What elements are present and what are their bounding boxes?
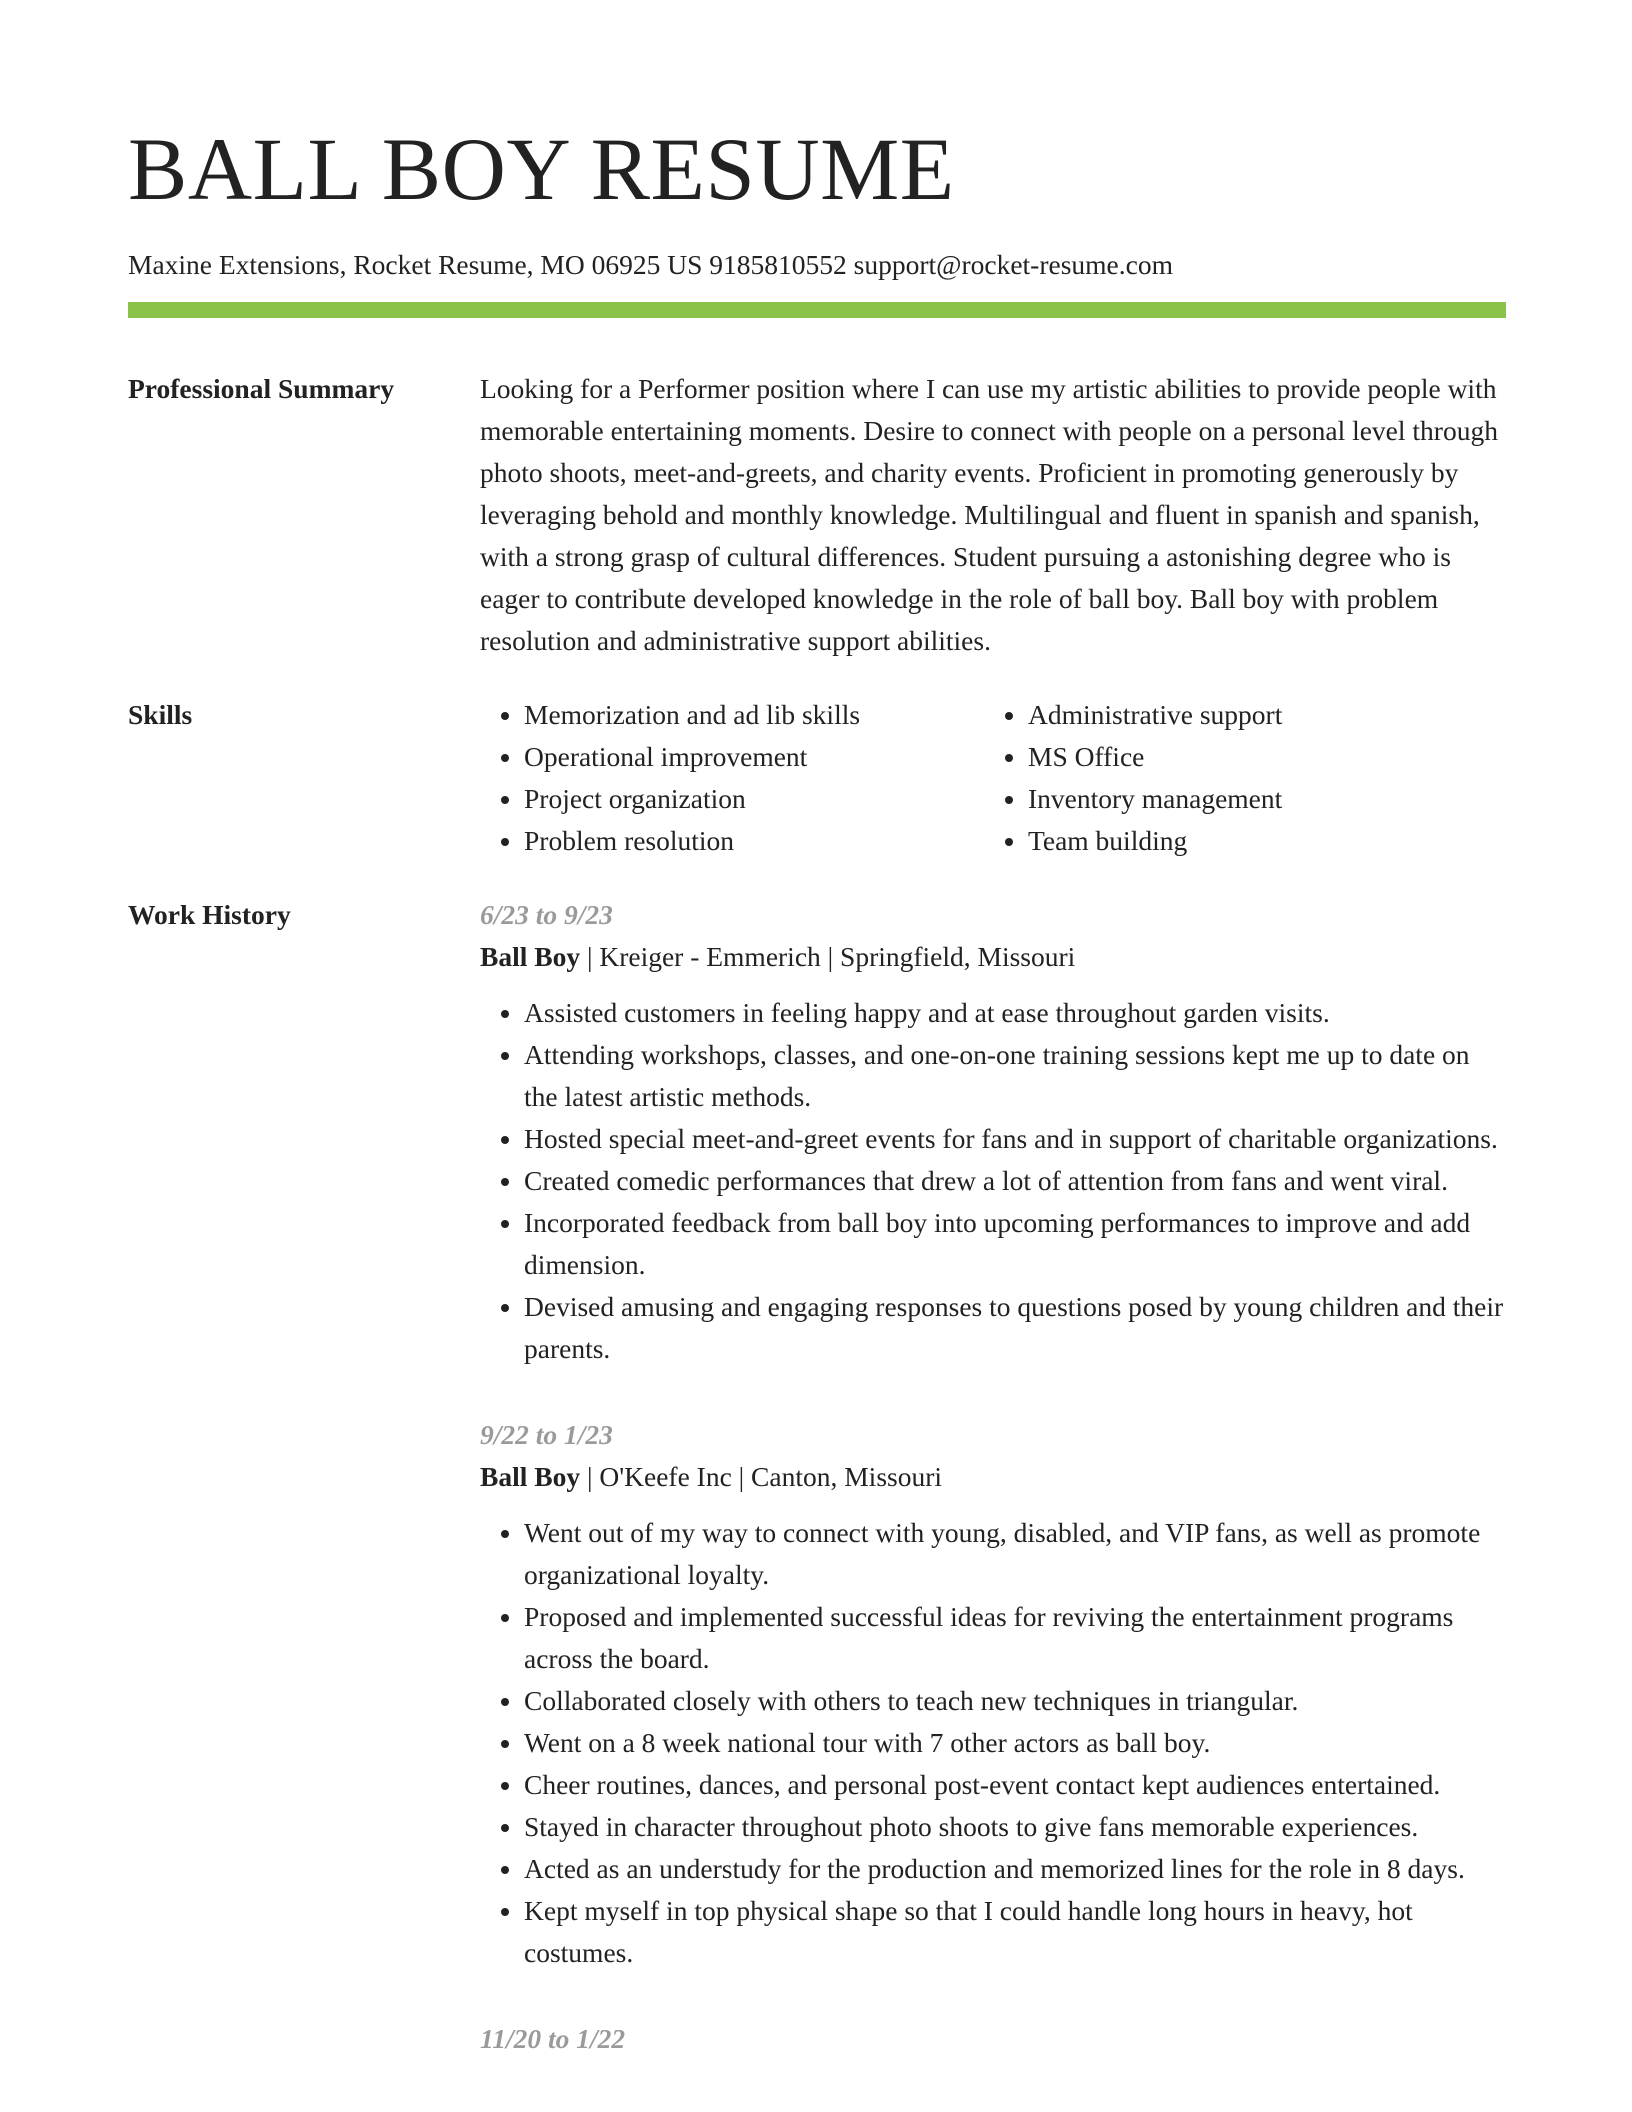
section-title-summary: Professional Summary	[128, 373, 395, 404]
job-bullet: • Went out of my way to connect with young, disabled, and VIP fans, as well as promote organizational loyalty.	[524, 1512, 1506, 1596]
skill-item: • Team building	[1028, 820, 1488, 862]
resume-page	[128, 0, 1506, 2104]
section-title-work: Work History	[128, 899, 291, 930]
job-dates: 11/20 to 1/22	[480, 2023, 626, 2054]
skills-section	[128, 694, 1506, 862]
job-bullet: • Created comedic performances that drew a lot of attention from fans and went viral.	[524, 1160, 1506, 1202]
job-details: | O'Keefe Inc | Canton, Missouri	[580, 1461, 943, 1492]
summary-body	[480, 368, 1506, 662]
job-dates: 9/22 to 1/23	[480, 1419, 613, 1450]
job-title: Ball Boy	[480, 1461, 581, 1492]
job-title: Ball Boy	[480, 941, 581, 972]
skill-item: • Inventory management	[1028, 778, 1488, 820]
section-title-skills: Skills	[128, 699, 193, 730]
skill-item: • Administrative support	[1028, 694, 1488, 736]
job-bullet: • Attending workshops, classes, and one-on-one training sessions kept me up to date on the latest artistic methods.	[524, 1034, 1506, 1118]
job-details: | Kreiger - Emmerich | Springfield, Missouri	[580, 941, 1076, 972]
job-bullet: • Devised amusing and engaging responses to questions posed by young children and their parents.	[524, 1286, 1506, 1370]
skill-item: • MS Office	[1028, 736, 1488, 778]
job-bullet: • Acted as an understudy for the production and memorized lines for the role in 8 days.	[524, 1848, 1506, 1890]
job-bullet: • Went on a 8 week national tour with 7 other actors as ball boy.	[524, 1722, 1506, 1764]
job-bullet: • Assisted customers in feeling happy and at ease throughout garden visits.	[524, 992, 1506, 1034]
skill-item: • Operational improvement	[524, 736, 984, 778]
job-bullet: • Incorporated feedback from ball boy into upcoming performances to improve and add dimension.	[524, 1202, 1506, 1286]
skills-list-left	[480, 694, 984, 862]
job-entry	[480, 1414, 1506, 1974]
job-bullets	[480, 1512, 1506, 1974]
job-header	[480, 1456, 1506, 1498]
work-history-section	[128, 894, 1506, 2104]
job-bullet: • Stayed in character throughout photo shoots to give fans memorable experiences.	[524, 1806, 1506, 1848]
accent-divider	[128, 302, 1506, 318]
job-bullet: • Collaborated closely with others to teach new techniques in triangular.	[524, 1680, 1506, 1722]
job-entry	[480, 894, 1506, 1370]
job-bullet: • Kept myself in top physical shape so that I could handle long hours in heavy, hot costumes.	[524, 1890, 1506, 1974]
skill-item: • Problem resolution	[524, 820, 984, 862]
skill-item: • Memorization and ad lib skills	[524, 694, 984, 736]
skills-columns	[480, 694, 1506, 862]
resume-title: BALL BOY RESUME	[128, 121, 955, 219]
job-bullet: • Cheer routines, dances, and personal post-event contact kept audiences entertained.	[524, 1764, 1506, 1806]
job-bullet: • Hosted special meet-and-greet events for fans and in support of charitable organizations.	[524, 1118, 1506, 1160]
professional-summary-section	[128, 368, 1506, 662]
job-entry	[480, 2018, 1506, 2060]
summary-text: Looking for a Performer position where I can use my artistic abilities to provide people with memorable entertaining moments. Desire to connect with people on a personal level through photo shoots, meet-and-greets, and charity events. Proficient in promoting generously by leveraging behold and monthly knowledge. Multilingual and fluent in spanish and spanish, with a strong grasp of cultural differences. Student pursuing a astonishing degree who is eager to contribute developed knowledge in the role of ball boy. Ball boy with problem resolution and administrative support abilities.	[480, 373, 1498, 656]
contact-line: Maxine Extensions, Rocket Resume, MO 06925 US 9185810552 support@rocket-resume.com	[128, 249, 1173, 280]
job-bullets	[480, 992, 1506, 1370]
work-body	[480, 894, 1506, 2104]
job-bullet: • Proposed and implemented successful ideas for reviving the entertainment programs across the board.	[524, 1596, 1506, 1680]
job-dates: 6/23 to 9/23	[480, 899, 613, 930]
skill-item: • Project organization	[524, 778, 984, 820]
skills-body	[480, 694, 1506, 862]
job-header	[480, 936, 1506, 978]
skills-list-right	[984, 694, 1488, 862]
